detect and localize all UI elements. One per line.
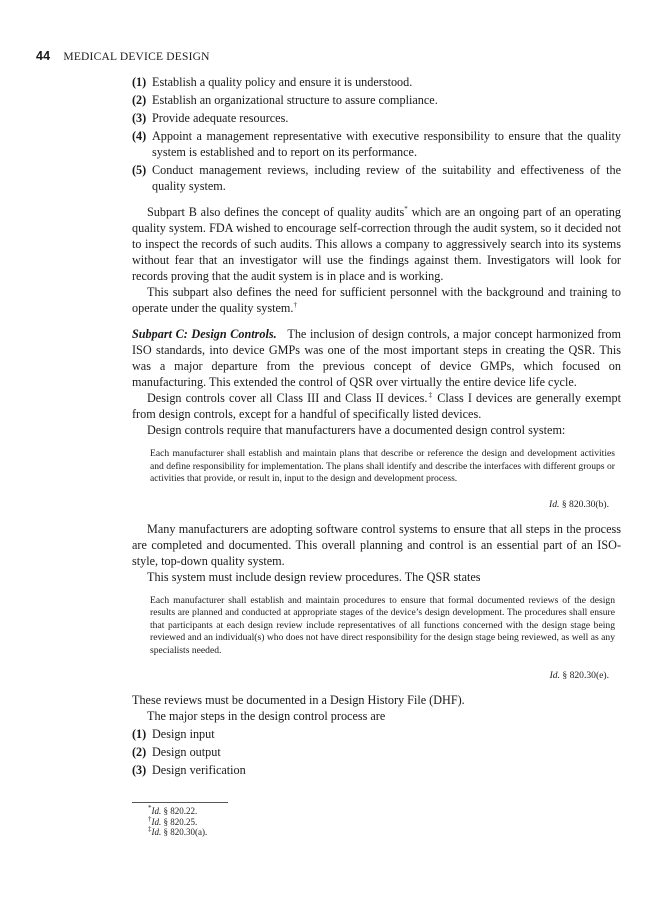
list-item: (1) Establish a quality policy and ensure it is understood. (132, 75, 413, 89)
list-item: (1) Design input (132, 727, 215, 741)
paragraph-personnel: This subpart also defines the need for sufficient personnel with the background and training to operate under the quality system.† (132, 285, 621, 315)
design-steps-list (132, 726, 621, 778)
citation: Id. § 820.30(e). (549, 670, 609, 681)
running-title: MEDICAL DEVICE DESIGN (63, 51, 210, 63)
section-heading: Subpart C: Design Controls. (132, 327, 277, 341)
running-header (36, 49, 210, 63)
paragraph-major-steps: The major steps in the design control process are (147, 709, 386, 723)
footnote-mark: † (293, 300, 297, 309)
list-item: (5) Conduct management reviews, including review of the suitability and effectiveness of the quality system. (132, 163, 621, 193)
responsibility-list (132, 74, 621, 194)
paragraph-dhf: These reviews must be documented in a Design History File (DHF). (132, 693, 465, 707)
footnote-mark: * (404, 204, 408, 213)
footnote: *Id. § 820.22. (148, 804, 198, 816)
paragraph-subpart-b: Subpart B also defines the concept of quality audits* which are an ongoing part of an operating quality system. FDA wished to encourage self-correction through the audit system, so it decided not to inspect the records of such audits. This allows a company to aggressively search into its systems without fear that an investigator will use the findings against them. Investigators will look for records proving that the audit system is in place and is working. (132, 204, 621, 283)
block-quote: Each manufacturer shall establish and maintain procedures to ensure that formal documented reviews of the design results are planned and conducted at appropriate stages of the device’s design development. The procedures shall ensure that participants at each design review include representatives of all functions concerned with the design stage being reviewed and an individual(s) who does not have direct responsibility for the design stage being reviewed, as well as any specialists needed. (150, 594, 615, 656)
page-number: 44 (36, 49, 51, 63)
page-body (132, 74, 621, 838)
citation: Id. § 820.30(b). (549, 498, 609, 510)
footnote-divider (132, 802, 228, 803)
footnote: ‡Id. § 820.30(a). (148, 825, 208, 837)
list-item: (4) Appoint a management representative with executive responsibility to ensure that the quality system is established and to report on its performance. (132, 129, 621, 159)
footnote-mark: ‡ (427, 390, 434, 399)
paragraph-design-classes: Design controls cover all Class III and Class II devices.‡ Class I devices are generally exempt from design controls, except for a handful of specifically listed devices. (132, 390, 622, 421)
footnote: †Id. § 820.25. (148, 814, 198, 827)
paragraph-software: Many manufacturers are adopting software control systems to ensure that all steps in the process are completed and documented. This overall planning and control is an essential part of an ISO-style, top-down quality system. (132, 521, 621, 568)
list-item: (2) Establish an organizational structure to assure compliance. (132, 93, 438, 107)
paragraph-design-review: This system must include design review procedures. The QSR states (147, 569, 481, 584)
list-item: (3) Provide adequate resources. (132, 111, 289, 125)
paragraph-design-system: Design controls require that manufacturers have a documented design control system: (147, 423, 566, 437)
block-quote: Each manufacturer shall establish and maintain plans that describe or reference the design and development activities and define responsibility for implementation. The plans shall identify and describe the interfaces with different groups or activities that provide, or result in, input to the design and development process. (150, 448, 615, 484)
list-item: (2) Design output (132, 745, 221, 759)
paragraph-subpart-c: Subpart C: Design Controls. The inclusion of design controls, a major concept harmonized from ISO standards, into device GMPs was one of the most important steps in creating the QSR. This was a major departure from the previous concept of device GMPs, which focused on manufacturing. This extended the control of QSR over virtually the entire device life cycle. (132, 327, 622, 389)
list-item: (3) Design verification (132, 763, 246, 777)
